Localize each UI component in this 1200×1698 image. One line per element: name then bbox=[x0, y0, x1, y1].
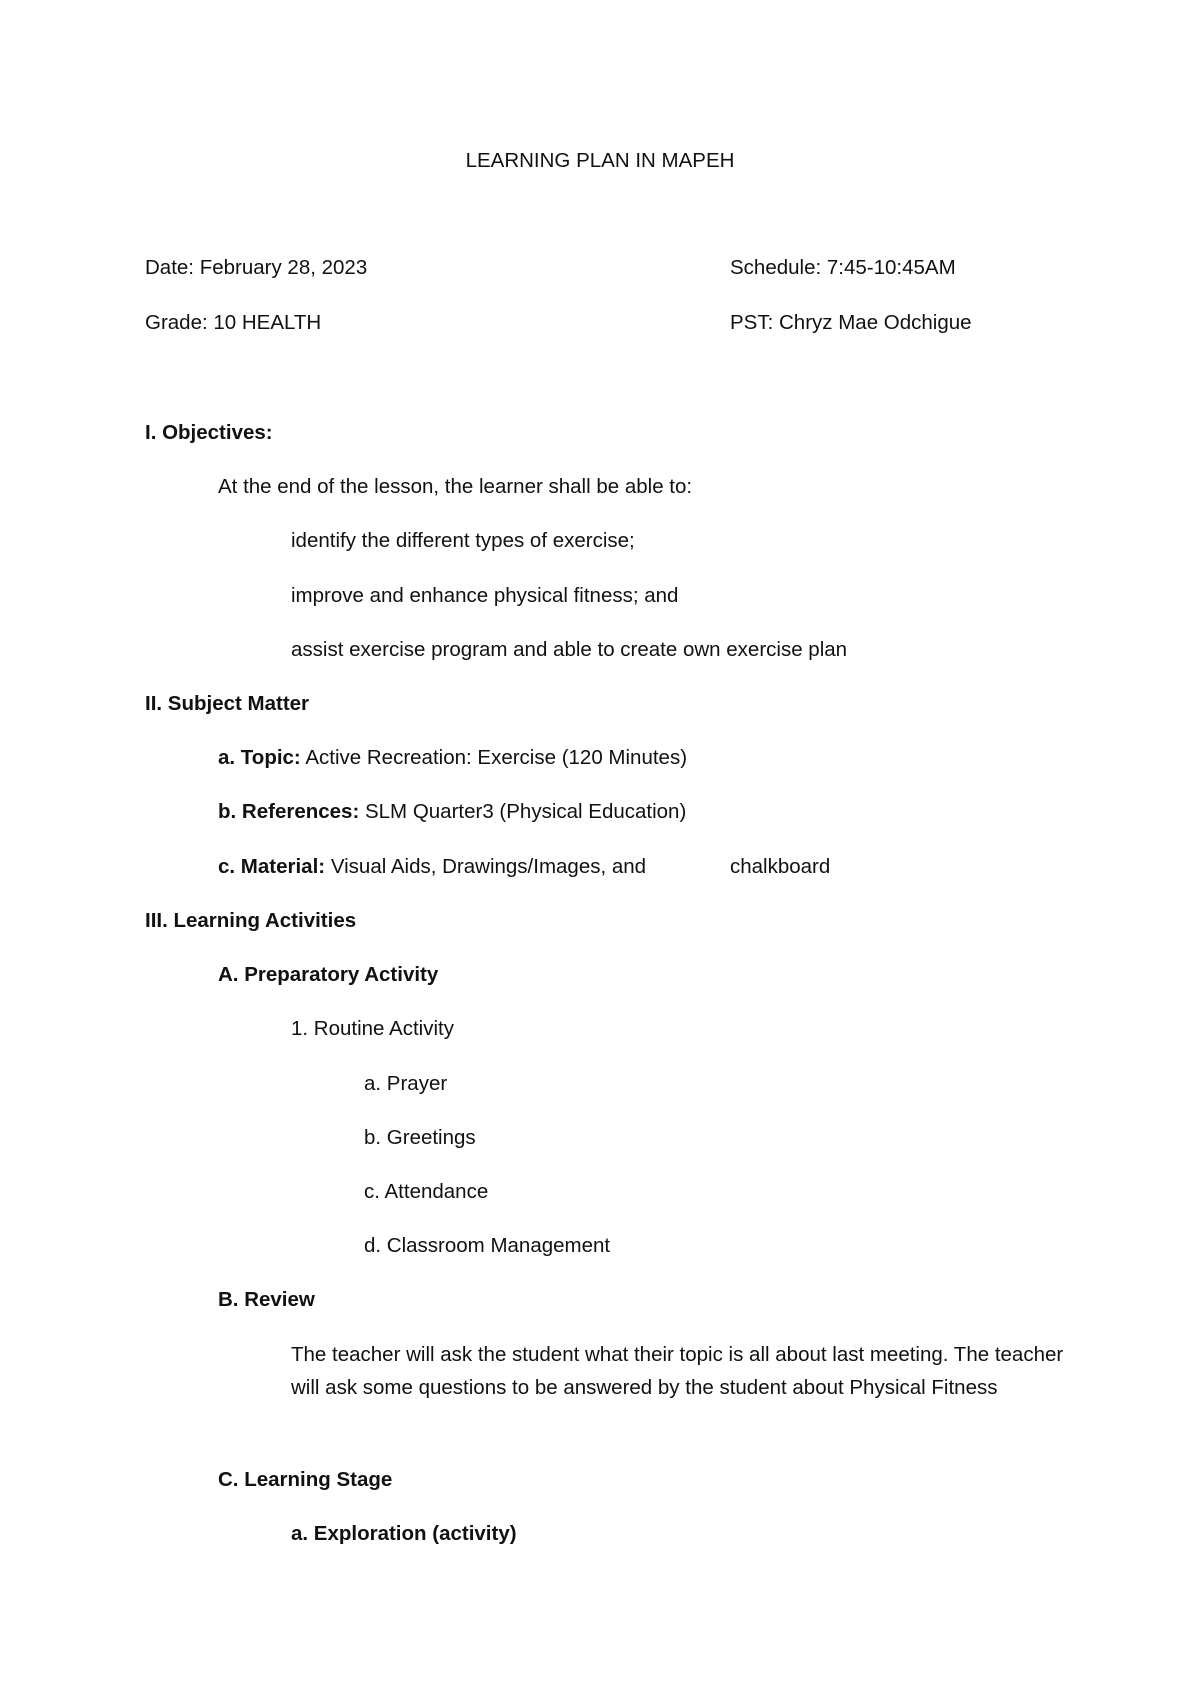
material-value: Visual Aids, Drawings/Images, and bbox=[330, 855, 647, 878]
objective-item: improve and enhance physical fitness; and bbox=[291, 584, 679, 607]
schedule-field: Schedule: 7:45-10:45AM bbox=[730, 256, 956, 279]
references-label: b. References: bbox=[218, 800, 360, 823]
routine-item: b. Greetings bbox=[364, 1126, 476, 1149]
document-title: LEARNING PLAN IN MAPEH bbox=[465, 149, 735, 172]
topic-line bbox=[218, 745, 687, 771]
pst-field: PST: Chryz Mae Odchigue bbox=[730, 311, 972, 334]
objectives-intro: At the end of the lesson, the learner shall be able to: bbox=[218, 475, 693, 498]
preparatory-heading: A. Preparatory Activity bbox=[218, 963, 439, 986]
objectives-heading: I. Objectives: bbox=[145, 421, 273, 444]
references-line bbox=[218, 799, 686, 825]
objective-item: identify the different types of exercise; bbox=[291, 529, 635, 552]
routine-item: d. Classroom Management bbox=[364, 1234, 611, 1257]
routine-activity: 1. Routine Activity bbox=[291, 1017, 454, 1040]
exploration-heading: a. Exploration (activity) bbox=[291, 1522, 517, 1545]
learning-activities-heading: III. Learning Activities bbox=[145, 909, 357, 932]
material-label: c. Material: bbox=[218, 855, 326, 878]
grade-field: Grade: 10 HEALTH bbox=[145, 311, 322, 334]
subject-matter-heading: II. Subject Matter bbox=[145, 692, 310, 715]
topic-label: a. Topic: bbox=[218, 746, 301, 769]
routine-item: a. Prayer bbox=[364, 1072, 448, 1095]
material-line bbox=[218, 854, 646, 880]
review-text: The teacher will ask the student what their topic is all about last meeting. The teacher will ask some questions to be answered by the student about Physical Fitness bbox=[291, 1343, 1064, 1399]
references-value: SLM Quarter3 (Physical Education) bbox=[364, 800, 687, 823]
material-value-tail: chalkboard bbox=[730, 855, 831, 878]
review-heading: B. Review bbox=[218, 1288, 315, 1311]
routine-item: c. Attendance bbox=[364, 1180, 489, 1203]
objective-item: assist exercise program and able to create own exercise plan bbox=[291, 638, 848, 661]
date-field: Date: February 28, 2023 bbox=[145, 256, 368, 279]
topic-value: Active Recreation: Exercise (120 Minutes) bbox=[305, 746, 688, 769]
learning-stage-heading: C. Learning Stage bbox=[218, 1468, 393, 1491]
